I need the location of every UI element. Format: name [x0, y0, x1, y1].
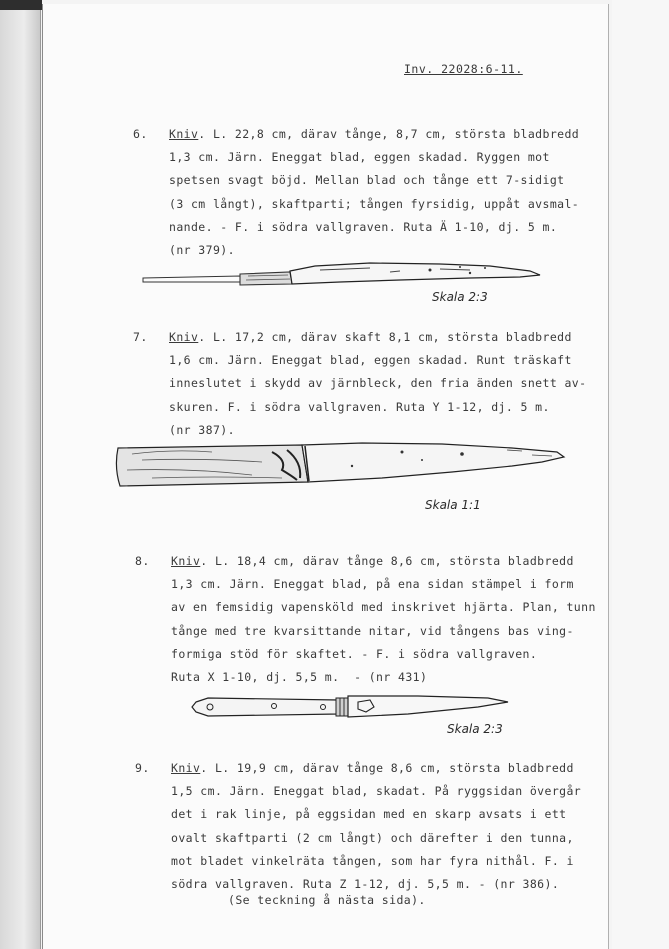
entry-number: 8.: [135, 554, 150, 568]
entry-text: 1,5 cm. Järn. Eneggat blad, skadat. På ryggsidan övergår: [171, 784, 582, 799]
entry-text: (3 cm långt), skaftparti; tången fyrsidig, uppåt avsmal-: [169, 196, 580, 211]
entry-7: [133, 326, 587, 442]
entry-text: 1,3 cm. Järn. Eneggat blad, på ena sidan stämpel i form: [171, 577, 574, 592]
entry-text: ovalt skaftparti (2 cm långt) och därefter i den tunna,: [171, 830, 574, 845]
entry-6: [133, 123, 580, 262]
entry-number: 7.: [133, 330, 148, 344]
entry-9: [135, 757, 582, 896]
binding-margin: [0, 0, 41, 949]
entry-heading: Kniv: [171, 554, 201, 568]
entry-text: nande. - F. i södra vallgraven. Ruta Ä 1-10, dj. 5 m.: [169, 219, 558, 234]
entry-text: Ruta X 1-10, dj. 5,5 m. - (nr 431): [171, 670, 428, 685]
entry-8: [135, 550, 596, 689]
entry-text: av en femsidig vapensköld med inskrivet hjärta. Plan, tunn: [171, 600, 596, 615]
entry-text: . L. 19,9 cm, därav tånge 8,6 cm, största bladbredd: [200, 761, 574, 775]
entry-text: tånge med tre kvarsittande nitar, vid tångens bas ving-: [171, 623, 574, 638]
knife-drawing-7: [112, 440, 568, 492]
footnote: (Se teckning å nästa sida).: [228, 893, 426, 907]
entry-heading: Kniv: [169, 127, 199, 141]
entry-text: det i rak linje, på eggsidan med en skarp avsats i ett: [171, 807, 567, 822]
entry-text: skuren. F. i södra vallgraven. Ruta Y 1-12, dj. 5 m.: [169, 399, 550, 414]
entry-text: södra vallgraven. Ruta Z 1-12, dj. 5,5 m. - (nr 386).: [171, 877, 560, 892]
entry-text: . L. 17,2 cm, därav skaft 8,1 cm, största bladbredd: [198, 330, 572, 344]
entry-text: 1,6 cm. Järn. Eneggat blad, eggen skadad. Runt träskaft: [169, 353, 572, 368]
entry-text: spetsen svagt böjd. Mellan blad och tånge ett 7-sidigt: [169, 173, 565, 188]
binding-top-shadow: [0, 0, 42, 10]
entry-text: mot bladet vinkelräta tången, som har fyra nithål. F. i: [171, 853, 574, 868]
scale-label: Skala 2:3: [432, 290, 488, 304]
entry-heading: Kniv: [169, 330, 199, 344]
entry-text: (nr 387).: [169, 422, 235, 437]
knife-drawing-6: [140, 258, 545, 292]
page-edge: [612, 0, 669, 949]
entry-heading: Kniv: [171, 761, 201, 775]
scale-label: Skala 1:1: [425, 498, 481, 512]
entry-text: . L. 18,4 cm, därav tånge 8,6 cm, största bladbredd: [200, 554, 574, 568]
inventory-number: Inv. 22028:6-11.: [404, 62, 523, 76]
entry-text: . L. 22,8 cm, därav tånge, 8,7 cm, största bladbredd: [198, 127, 580, 141]
entry-text: 1,3 cm. Järn. Eneggat blad, eggen skadad. Ryggen mot: [169, 150, 550, 165]
entry-text: (nr 379).: [169, 243, 235, 258]
entry-text: formiga stöd för skaftet. - F. i södra vallgraven.: [171, 646, 538, 661]
entry-number: 6.: [133, 127, 148, 141]
knife-drawing-8: [188, 690, 513, 722]
scale-label: Skala 2:3: [447, 722, 503, 736]
entry-text: inneslutet i skydd av järnbleck, den fria änden snett av-: [169, 376, 587, 391]
entry-number: 9.: [135, 761, 150, 775]
